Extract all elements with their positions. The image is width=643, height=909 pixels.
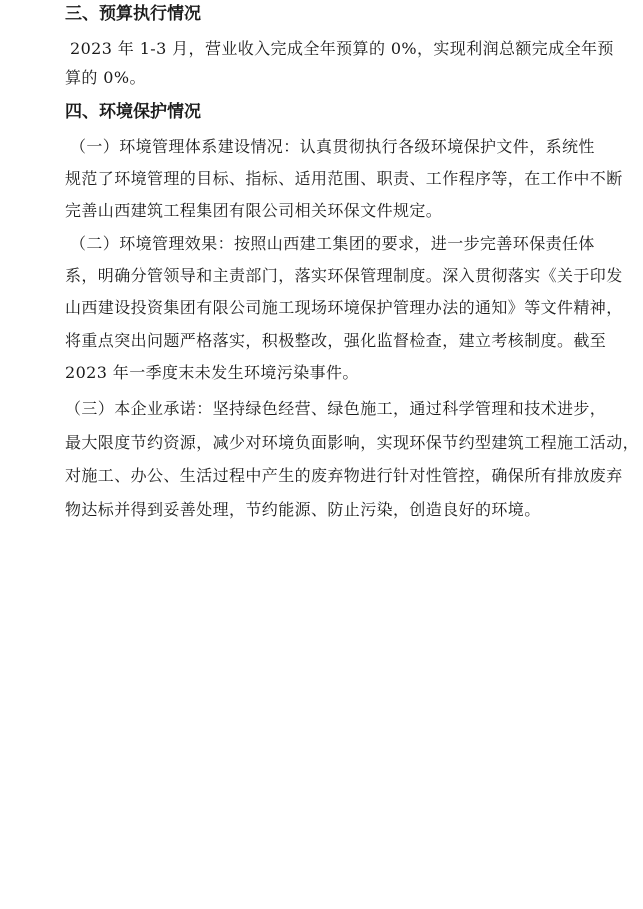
env-para1-line-2: 规范了环境管理的目标、指标、适用范围、职责、工作程序等，在工作中不断 (65, 169, 623, 188)
env-para2-line-3: 山西建设投资集团有限公司施工现场环境保护管理办法的通知》等文件精神， (65, 298, 623, 317)
env-para3-line-1: （三）本企业承诺：坚持绿色经营、绿色施工，通过科学管理和技术进步， (65, 399, 607, 418)
section-heading-environment: 四、环境保护情况 (65, 102, 201, 122)
env-para3-line-4: 物达标并得到妥善处理，节约能源、防止污染，创造良好的环境。 (65, 500, 541, 519)
env-para3-line-2: 最大限度节约资源，减少对环境负面影响，实现环保节约型建筑工程施工活动， (65, 433, 640, 452)
env-para2-line-1: （二）环境管理效果：按照山西建工集团的要求，进一步完善环保责任体 (70, 234, 595, 253)
env-para1-line-3: 完善山西建筑工程集团有限公司相关环保文件规定。 (65, 201, 443, 220)
env-para3-line-3: 对施工、办公、生活过程中产生的废弃物进行针对性管控，确保所有排放废弃 (65, 466, 623, 485)
env-para2-line-5: 2023 年一季度末未发生环境污染事件。 (65, 363, 359, 382)
budget-line-1: 2023 年 1-3 月，营业收入完成全年预算的 0%，实现利润总额完成全年预 (70, 39, 614, 58)
env-para2-line-2: 系，明确分管领导和主责部门，落实环保管理制度。深入贯彻落实《关于印发 (65, 266, 623, 285)
env-para2-line-4: 将重点突出问题严格落实，积极整改，强化监督检查，建立考核制度。截至 (65, 331, 607, 350)
budget-line-2: 算的 0%。 (65, 68, 146, 87)
env-para1-line-1: （一）环境管理体系建设情况：认真贯彻执行各级环境保护文件，系统性 (70, 137, 595, 156)
section-heading-budget: 三、预算执行情况 (65, 4, 201, 24)
